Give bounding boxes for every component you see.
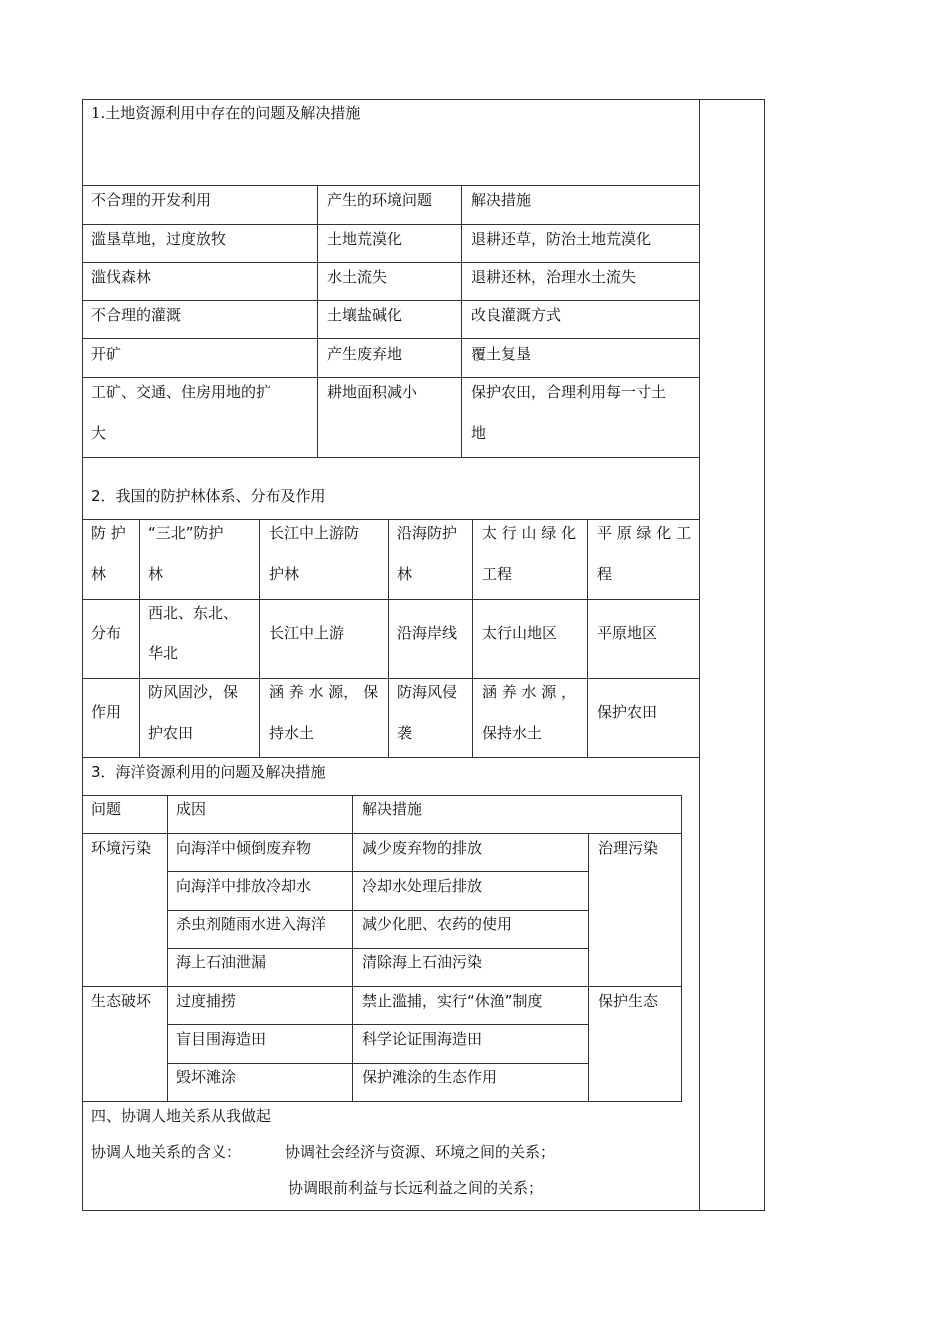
divider xyxy=(82,519,700,520)
divider xyxy=(388,519,389,757)
divider xyxy=(461,185,462,457)
table-cell: 保护农田，合理利用每一寸土 xyxy=(471,383,667,401)
table-cell: 保护生态 xyxy=(598,992,659,1010)
table-cell: 开矿 xyxy=(91,345,122,363)
table-cell: 长江中上游 xyxy=(269,624,345,642)
section1-title: 1.土地资源利用中存在的问题及解决措施 xyxy=(91,104,361,122)
table-cell: 毁坏滩涂 xyxy=(176,1068,237,1086)
table-cell: 保护农田 xyxy=(597,703,658,721)
meaning-label: 协调人地关系的含义： xyxy=(91,1143,242,1161)
divider xyxy=(317,185,318,457)
divider xyxy=(82,986,682,987)
table-cell: 向海洋中倾倒废弃物 xyxy=(176,839,312,857)
table-header: 沿海防护 xyxy=(397,524,458,542)
table-cell: 防风固沙，保 xyxy=(148,683,239,701)
meaning-line-1: 协调社会经济与资源、环境之间的关系； xyxy=(285,1143,556,1161)
divider xyxy=(681,795,682,1101)
table-header: 太 行 山 绿 化 xyxy=(482,524,577,542)
divider xyxy=(82,185,700,186)
section3-title: 3．海洋资源利用的问题及解决措施 xyxy=(91,763,326,781)
table-cell: 科学论证围海造田 xyxy=(362,1030,483,1048)
divider xyxy=(82,262,700,263)
table-cell: 退耕还草，防治土地荒漠化 xyxy=(471,230,652,248)
table-cell: 产生废弃地 xyxy=(327,345,403,363)
divider xyxy=(82,599,700,600)
divider xyxy=(167,1024,588,1025)
divider xyxy=(259,519,260,757)
table-cell: 滥垦草地，过度放牧 xyxy=(91,230,227,248)
divider xyxy=(167,910,588,911)
table-cell: 大 xyxy=(91,424,107,442)
row-label: 生态破坏 xyxy=(91,992,152,1010)
table-cell: 减少化肥、农药的使用 xyxy=(362,915,513,933)
divider xyxy=(82,224,700,225)
divider xyxy=(82,1101,682,1102)
table-header: 不合理的开发利用 xyxy=(91,191,212,209)
table-cell: 太行山地区 xyxy=(482,624,558,642)
table-cell: 滥伐森林 xyxy=(91,268,152,286)
divider xyxy=(167,948,588,949)
divider xyxy=(472,519,473,757)
table-header: 工程 xyxy=(482,565,513,583)
table-cell: 保护滩涂的生态作用 xyxy=(362,1068,498,1086)
table-cell: 土地荒漠化 xyxy=(327,230,403,248)
table-cell: 改良灌溉方式 xyxy=(471,306,562,324)
table-cell: 海上石油泄漏 xyxy=(176,953,267,971)
divider xyxy=(82,300,700,301)
table-header: 问题 xyxy=(91,800,122,818)
divider xyxy=(167,795,168,1101)
table-cell: 盲目围海造田 xyxy=(176,1030,267,1048)
table-header: 林 xyxy=(91,565,107,583)
table-cell: 向海洋中排放冷却水 xyxy=(176,877,312,895)
table-cell: 禁止滥捕，实行“休渔”制度 xyxy=(362,992,543,1010)
table-cell: 不合理的灌溉 xyxy=(91,306,182,324)
section4-title: 四、协调人地关系从我做起 xyxy=(91,1107,272,1125)
divider xyxy=(82,833,682,834)
table-header: “三北”防护 xyxy=(148,524,224,542)
row-label: 作用 xyxy=(91,703,122,721)
table-cell: 杀虫剂随雨水进入海洋 xyxy=(176,915,327,933)
divider xyxy=(82,338,700,339)
table-header: 成因 xyxy=(176,800,207,818)
divider xyxy=(167,871,588,872)
table-header: 解决措施 xyxy=(471,191,532,209)
table-cell: 涵 养 水 源， 保 xyxy=(269,683,379,701)
table-header: 林 xyxy=(148,565,164,583)
table-cell: 护农田 xyxy=(148,724,194,742)
table-cell: 减少废弃物的排放 xyxy=(362,839,483,857)
table-cell: 耕地面积减小 xyxy=(327,383,418,401)
table-cell: 平原地区 xyxy=(597,624,658,642)
right-column-divider xyxy=(699,99,700,1211)
divider xyxy=(167,1063,588,1064)
table-cell: 冷却水处理后排放 xyxy=(362,877,483,895)
divider xyxy=(587,519,588,757)
table-cell: 过度捕捞 xyxy=(176,992,237,1010)
divider xyxy=(82,678,700,679)
table-header: 防 护 xyxy=(91,524,126,542)
table-cell: 土壤盐碱化 xyxy=(327,306,403,324)
divider xyxy=(82,457,700,458)
table-cell: 沿海岸线 xyxy=(397,624,458,642)
table-header: 解决措施 xyxy=(362,800,423,818)
table-cell: 水土流失 xyxy=(327,268,388,286)
table-cell: 持水土 xyxy=(269,724,315,742)
divider xyxy=(139,519,140,757)
table-header: 林 xyxy=(397,565,413,583)
divider xyxy=(588,833,589,1101)
table-cell: 覆土复垦 xyxy=(471,345,532,363)
table-header: 长江中上游防 xyxy=(269,524,360,542)
table-cell: 保持水土 xyxy=(482,724,543,742)
table-cell: 涵 养 水 源 ， xyxy=(482,683,577,701)
table-cell: 西北、东北、 xyxy=(148,604,239,622)
table-header: 产生的环境问题 xyxy=(327,191,433,209)
table-cell: 防海风侵 xyxy=(397,683,458,701)
divider xyxy=(352,795,353,1101)
table-header: 平 原 绿 化 工 xyxy=(597,524,692,542)
table-cell: 治理污染 xyxy=(598,839,659,857)
table-cell: 地 xyxy=(471,424,487,442)
table-cell: 袭 xyxy=(397,724,413,742)
meaning-line-2: 协调眼前利益与长远利益之间的关系； xyxy=(288,1179,544,1197)
table-cell: 华北 xyxy=(148,644,179,662)
table-cell: 清除海上石油污染 xyxy=(362,953,483,971)
table-header: 程 xyxy=(597,565,613,583)
row-label: 分布 xyxy=(91,624,122,642)
row-label: 环境污染 xyxy=(91,839,152,857)
divider xyxy=(82,757,700,758)
divider xyxy=(82,795,682,796)
table-cell: 退耕还林，治理水土流失 xyxy=(471,268,637,286)
table-header: 护林 xyxy=(269,565,300,583)
divider xyxy=(82,377,700,378)
section2-title: 2．我国的防护林体系、分布及作用 xyxy=(91,487,326,505)
table-cell: 工矿、交通、住房用地的扩 xyxy=(91,383,272,401)
